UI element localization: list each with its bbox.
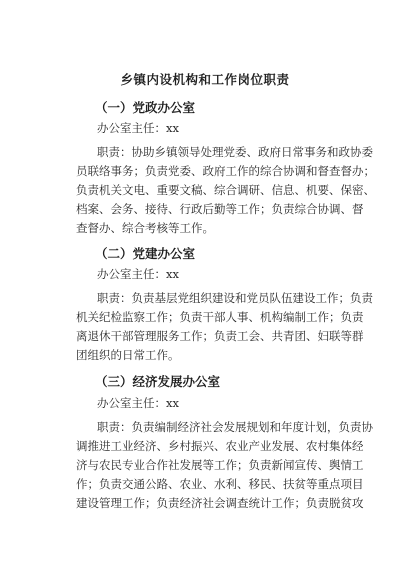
document-title: 乡镇内设机构和工作岗位职责 xyxy=(120,72,290,87)
paragraph-line: 济与农民专业合作社发展等工作；负责新闻宣传、舆情工 xyxy=(76,458,364,472)
paragraph-line: 职责：负责基层党组织建设和党员队伍建设工作；负责 xyxy=(97,291,373,305)
paragraph-line: 负责机关文电、重要文稿、综合调研、信息、机要、保密、 xyxy=(76,183,375,197)
section-heading: （二）党建办公室 xyxy=(95,246,196,261)
paragraph-line: 职责：协助乡镇领导处理党委、政府日常事务和政协委 xyxy=(97,145,373,159)
paragraph-line: 职责：负责编制经济社会发展规划和年度计划，负责协 xyxy=(97,420,373,434)
director-line: 办公室主任：xx xyxy=(97,267,179,281)
section-heading: （三）经济发展办公室 xyxy=(95,374,221,389)
paragraph-line: 员联络事务；负责党委、政府工作的综合协调和督查督办； xyxy=(76,164,375,178)
paragraph-line: 机关纪检监察工作；负责干部人事、机构编制工作；负责 xyxy=(76,310,364,324)
paragraph-line: 查督办、综合考核等工作。 xyxy=(76,221,214,235)
paragraph-line: 作；负责交通公路、农业、水利、移民、扶贫等重点项目 xyxy=(76,477,364,491)
director-line: 办公室主任：xx xyxy=(97,121,179,135)
director-line: 办公室主任：xx xyxy=(97,396,179,410)
paragraph-line: 建设管理工作；负责经济社会调查统计工作；负责脱贫攻 xyxy=(76,496,364,510)
paragraph-line: 离退休干部管理服务工作；负责工会、共青团、妇联等群 xyxy=(76,329,364,343)
paragraph-line: 档案、会务、接待、行政后勤等工作；负责综合协调、督 xyxy=(76,202,364,216)
section-heading: （一）党政办公室 xyxy=(95,100,196,115)
paragraph-line: 调推进工业经济、乡村振兴、农业产业发展、农村集体经 xyxy=(76,439,364,453)
paragraph-line: 团组织的日常工作。 xyxy=(76,348,180,362)
